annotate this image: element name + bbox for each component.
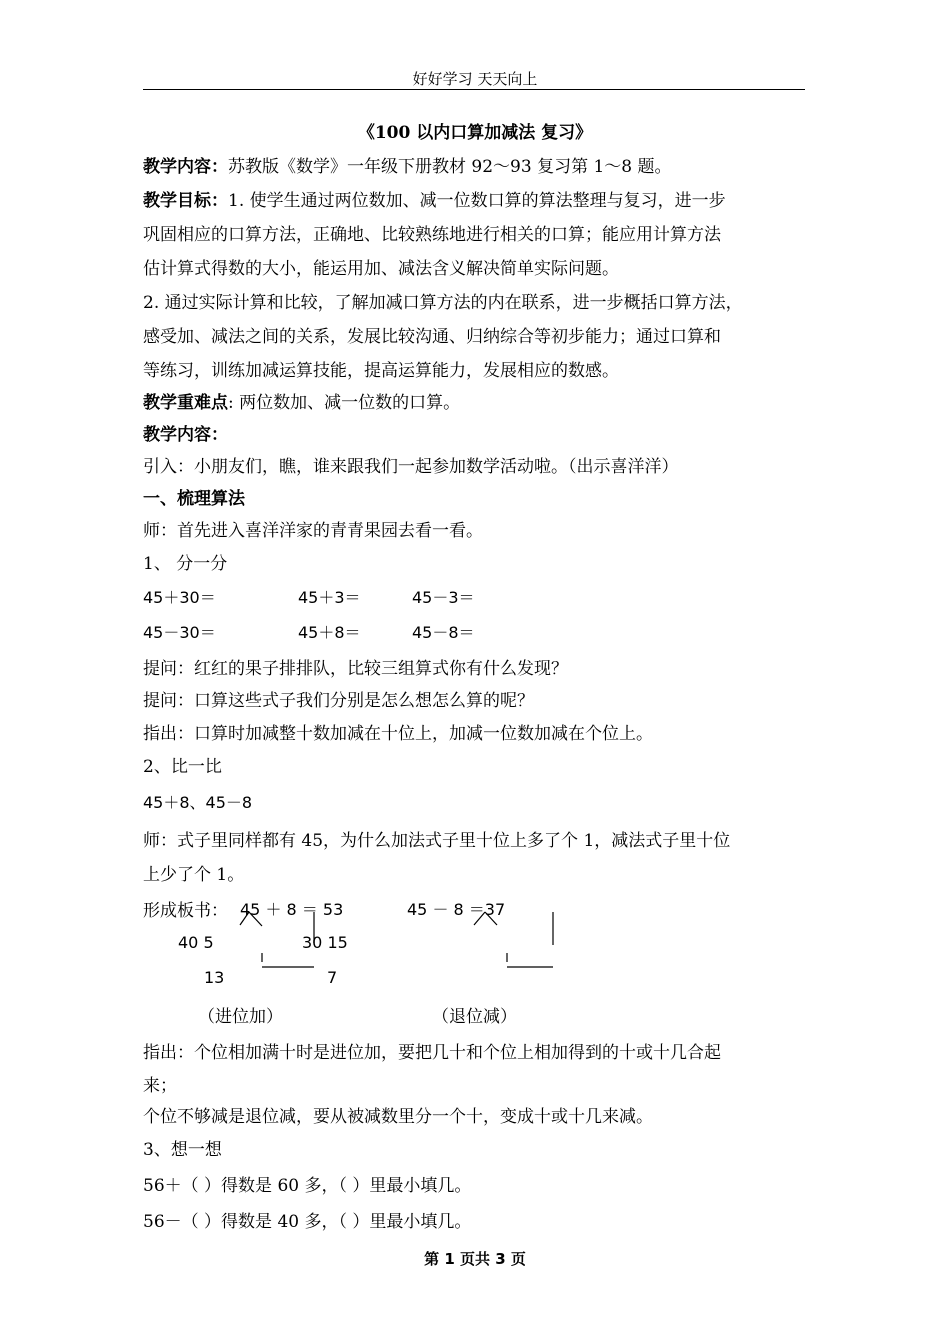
board-equation-add: 45 ＋ 8 ＝ 53 bbox=[240, 900, 344, 919]
teacher-line2b: 上少了个 1。 bbox=[143, 865, 245, 885]
page-footer: 第 1 页共 3 页 bbox=[424, 1250, 526, 1268]
teaching-goal-line2: 巩固相应的口算方法，正确地、比较熟练地进行相关的口算；能应用计算方法 bbox=[143, 225, 721, 245]
point-line2b: 来； bbox=[143, 1076, 177, 1096]
sub-split-left-line bbox=[474, 912, 485, 925]
intro-line: 引入：小朋友们，瞧，谁来跟我们一起参加数学活动啦。（出示喜洋洋） bbox=[143, 457, 679, 477]
teaching-content2-label: 教学内容： bbox=[143, 425, 228, 445]
board-result-sub: 7 bbox=[327, 968, 338, 987]
item3-heading: 3、想一想 bbox=[143, 1140, 222, 1160]
equation-r2c3: 45－8＝ bbox=[412, 623, 475, 642]
board-label: 形成板书： bbox=[143, 901, 228, 921]
point-line2a: 指出：个位相加满十时是进位加，要把几十和个位上相加得到的十或十几合起 bbox=[143, 1043, 721, 1063]
caption-carry-add: （进位加） bbox=[198, 1007, 283, 1027]
teaching-goal-text1: 1. 使学生通过两位数加、减一位数口算的算法整理与复习，进一步 bbox=[228, 191, 726, 211]
teaching-content-text: 苏教版《数学》一年级下册教材 92～93 复习第 1～8 题。 bbox=[228, 157, 672, 177]
key-points-text: : 两位数加、减一位数的口算。 bbox=[228, 393, 461, 413]
teaching-goal2-line2: 感受加、减法之间的关系，发展比较沟通、归纳综合等初步能力；通过口算和 bbox=[143, 327, 721, 347]
add-split-right-line bbox=[249, 912, 262, 926]
caption-borrow-sub: （退位减） bbox=[432, 1007, 517, 1027]
teaching-content-label: 教学内容： bbox=[143, 157, 228, 177]
point-line1: 指出：口算时加减整十数加减在十位上，加减一位数加减在个位上。 bbox=[143, 724, 653, 744]
board-split-add: 40 5 bbox=[178, 933, 214, 952]
section1-heading: 一、梳理算法 bbox=[143, 489, 245, 509]
teaching-goal-line3: 估计算式得数的大小，能运用加、减法含义解决简单实际问题。 bbox=[143, 259, 619, 279]
board-equation-sub: 45 － 8 ＝37 bbox=[407, 900, 506, 919]
question-line1: 提问：红红的果子排排队，比较三组算式你有什么发现？ bbox=[143, 659, 568, 679]
document-title: 《100 以内口算加减法 复习》 bbox=[357, 123, 593, 143]
teaching-goal2-line1: 2. 通过实际计算和比较，了解加减口算方法的内在联系，进一步概括口算方法， bbox=[143, 293, 743, 313]
board-split-sub: 30 15 bbox=[302, 933, 348, 952]
add-split-left-line bbox=[240, 912, 249, 925]
equation-r1c2: 45＋3＝ bbox=[298, 588, 361, 607]
compare-expression: 45＋8、45－8 bbox=[143, 793, 253, 812]
sub-split-right-line bbox=[485, 912, 497, 925]
equation-r2c1: 45－30＝ bbox=[143, 623, 216, 642]
item2-heading: 2、比一比 bbox=[143, 757, 222, 777]
equation-r1c3: 45－3＝ bbox=[412, 588, 475, 607]
equation-r2c2: 45＋8＝ bbox=[298, 623, 361, 642]
think-line1: 56＋（ ）得数是 60 多，（ ）里最小填几。 bbox=[143, 1176, 472, 1196]
item1-heading: 1、 分一分 bbox=[143, 554, 228, 574]
think-line2: 56－（ ）得数是 40 多，（ ）里最小填几。 bbox=[143, 1212, 472, 1232]
page-header: 好好学习 天天向上 bbox=[412, 70, 538, 88]
question-line2: 提问：口算这些式子我们分别是怎么想怎么算的呢？ bbox=[143, 691, 534, 711]
board-sum-add: 13 bbox=[204, 968, 225, 987]
teacher-line2a: 师：式子里同样都有 45，为什么加法式子里十位上多了个 1，减法式子里十位 bbox=[143, 831, 731, 851]
teacher-line1: 师：首先进入喜洋洋家的青青果园去看一看。 bbox=[143, 521, 483, 541]
point-line3: 个位不够减是退位减，要从被减数里分一个十，变成十或十几来减。 bbox=[143, 1107, 653, 1127]
equation-r1c1: 45＋30＝ bbox=[143, 588, 216, 607]
key-points-label: 教学重难点 bbox=[143, 393, 228, 413]
teaching-goal-label: 教学目标： bbox=[143, 191, 228, 211]
teaching-goal2-line3: 等练习，训练加减运算技能，提高运算能力，发展相应的数感。 bbox=[143, 361, 619, 381]
